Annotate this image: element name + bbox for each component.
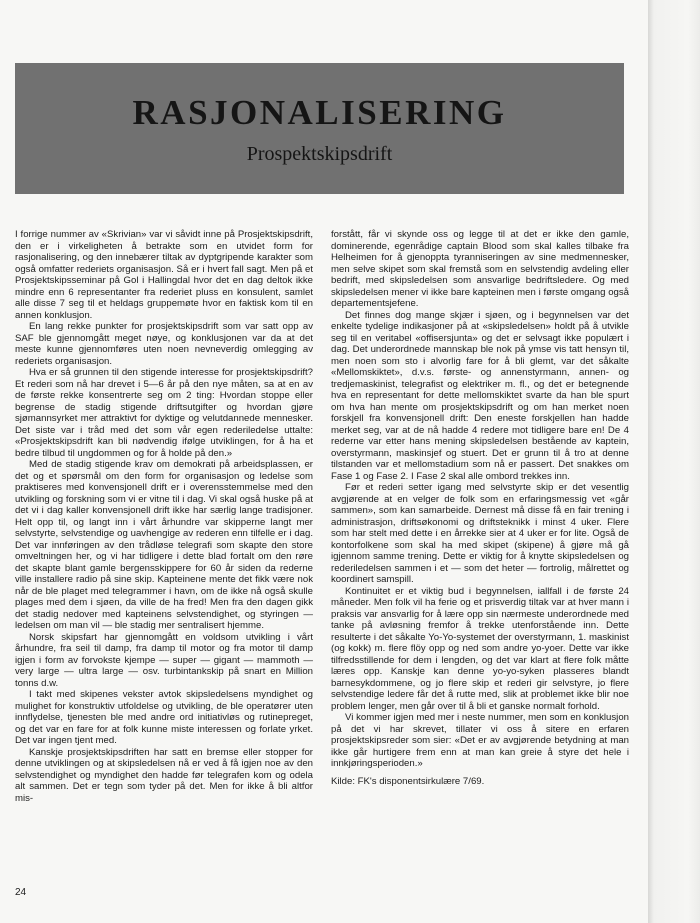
paragraph: Hva er så grunnen til den stigende interesse for prosjektskipsdrift? Et rederi som nå har drevet i 5—6 år på den nye måten, sa at en av de første rekke konsentrerte seg om 2 ting: Hvordan stoppe eller begrense de stadig stigende driftsutgifter og hvordan gjøre sjømannsyrket mer attraktivt for dyktige og velutdannede mennesker. Det siste var i tråd med det som vår egen rederiledelse uttalte: «Prosjektskipsdrift kan bli nødvendig ifølge utviklingen, for å ha et bedre tilbud til ungdommen og for å holde på den.» <box>15 367 313 459</box>
paragraph: Vi kommer igjen med mer i neste nummer, men som en konklusjon på det vi har skrevet, tillater vi oss å sitere en erfaren prosjektskipsreder som sier: «Det er av avgjørende betydning at man ikke går hurtigere frem enn at man kan greie å styre det hele i innkjøringsperioden.» <box>331 712 629 769</box>
paragraph: Kontinuitet er et viktig bud i begynnelsen, iallfall i de første 24 måneder. Men folk vil ha ferie og et prisverdig tiltak var at hver mann i praksis var ansvarlig for å lære opp sin nærmeste underordnede med tanke på avløsning fremfor å trekke utenforstående inn. Dette resulterte i det såkalte Yo-Yo-systemet der overstyrmann, 1. maskinist (og kokk) m. flere flöy opp og ned som andre yo-yoer. Dette var ikke tilfredsstillende for dem i lengden, og det var klart at flere folk måtte læres opp. Kanskje kan denne yo-yo-syken plasseres blandt barnesykdommene, og jo flere skip et rederi gir selvstyre, jo flere selvstendige ledere får det å rutte med, slik at problemet ikke blir noe problem lenger, men går over til å bli et ganske normalt forhold. <box>331 585 629 712</box>
paragraph: Kanskje prosjektskipsdriften har satt en bremse eller stopper for denne utviklingen og at skipsledelsen nå er ved å få igjen noe av den selvstendighet og myndighet den hadde før telegrafen kom og odela alt sammen. Det er tegn som tyder på det. Men for ikke å bli altfor mis- <box>15 746 313 804</box>
title-banner <box>15 63 624 194</box>
paragraph: Norsk skipsfart har gjennomgått en voldsom utvikling i vårt århundre, fra seil til damp, fra damp til motor og fra motor til damp igjen i form av forvokste kjempe — super — gigant — mammoth — very large — ultra large — osv. turbintankskip på snart en Million tonns d.w. <box>15 631 313 689</box>
paragraph: Med de stadig stigende krav om demokrati på arbeidsplassen, er det og et spørsmål om den form for organisasjon og ledelse som praktiseres med konvensjonell drift er i overensstemmelse med den utvikling og forskning som vi er vitne til i dag. Vi skal også huske på at det vi i dag kaller konvensjonell drift ikke har særlig lange tradisjoner. Helt opp til, og langt inn i vårt århundre var skipperne langt mer selvstyrte, selvstendige og uavhengige av rederen enn tilfelle er i dag. Det var innføringen av den trådløse telegrafi som skapte den store omveltningen her, og vi har tidligere i dette blad fortalt om den røre det skapte blant gamle bergensskippere for 60 år siden da rederne ville installere radio på sine skip. Kapteinene mente det fikk være nok når de ble plaget med telegrammer i havn, om de ikke nå også skulle plages med dem i sjøen, da ville de ha fred! Men fra den dagen gikk det stadig nedover med kapteinens selvstendighet, og styringen — ledelsen om man vil — ble stadig mer sentralisert hjemme. <box>15 459 313 631</box>
right-column <box>331 229 629 787</box>
paragraph: En lang rekke punkter for prosjektskipsdrift som var satt opp av SAF ble gjennomgått meget nøye, og konklusjonen var da at det meste kunne gjennomføres uten noen nevneverdig omlegging av rederiets organisasjon. <box>15 321 313 367</box>
source-citation: Kilde: FK's disponentsirkulære 7/69. <box>331 775 485 787</box>
paragraph: Før et rederi setter igang med selvstyrte skip er det vesentlig avgjørende at en velger de folk som en erfaringsmessig vet «går sammen», som kan samarbeide. Dernest må disse få en fair trening i administrasjon, driftsøkonomi og driftsteknikk i minst 4 uker. Flere som har stelt med dette i en årrekke sier at 4 uker er for lite. Også de kontorfolkene som skal ha med skipet (skipene) å gjøre må gå igjennom samme trening. Dette er viktig for å knytte skipsledelsen og rederiledelsen sammen i et — som det heter — fortrolig, målrettet og koordinert samspill. <box>331 482 629 585</box>
paragraph: I takt med skipenes vekster avtok skipsledelsens myndighet og mulighet for konstruktiv utfoldelse og utvikling, de ble operatører uten innflydelse, tjenesten ble med andre ord initiativløs og rutinepreget, og det var en fare for at folk kunne miste interessen og forlate yrket. Det var ingen tjent med. <box>15 689 313 746</box>
paragraph: Det finnes dog mange skjær i sjøen, og i begynnelsen var det enkelte tydelige indikasjoner på at «skipsledelsen» holdt på å utvikle seg til en veritabel «offisersjunta» og det er selvsagt ikke populært i dag. Det underordnede mannskap ble nok på ymse vis tatt hensyn til, men noen som sto i alvorlig fare for å bli glemt, var det såkalte «Mellomskiktet», d.v.s. første- og annenstyrmann, annen- og tredjemaskinist, telegrafist og elektriker m. fl., og det er betegnende hva en representant for dette mellomskiktet svarte da han ble spurt om hva han mente om prosjektskipsdrift og om han merket noen forskjell fra konvensjonell drift: Den eneste forskjellen han hadde merket seg, var at de nå hadde 4 redere mot tidligere bare en! De 4 rederne var etter hans mening skipsledelsen bestående av kaptein, overstyrmann, maskinsjef og stuert. Det er grunn til å tro at denne tilstanden var et mellomstadium som nå er passert. Det snakkes om Fase 1 og Fase 2. I Fase 2 skal alle ombord trekkes inn. <box>331 309 629 482</box>
page-number: 24 <box>15 887 27 898</box>
next-page-edge <box>648 0 700 923</box>
paragraph: I forrige nummer av «Skrivian» var vi såvidt inne på Prosjektskipsdrift, den er i virkeligheten å betrakte som en utvidet form for rasjonalisering, og den innebærer tiltak av dyptgripende karakter som også omfatter rederiets organisasjon. Så er i hvert fall sagt. Men på et Prosjektskipsseminar på Gol i Hallingdal hvor det en dag deltok ikke mindre enn 6 representanter fra rederiet pluss en konsulent, samlet alle disse 7 seg til et heldags gruppemøte hvor en faktisk kom til en annen konklusjon. <box>15 229 313 321</box>
left-column <box>15 229 313 804</box>
paragraph: forstått, får vi skynde oss og legge til at det er ikke den gamle, dominerende, egenrådige captain Blood som skal kalles tilbake fra Helheimen for å gjenoppta tyranniseringen av sine medmennesker, men selve skipet som skal fremstå som en selvstendig avdeling eller bedrift, med skipsledelsen som ansvarlige bedriftsledere. Og med skipsledelsen mener vi ikke bare kapteinen men i første omgang også departementsjefene. <box>331 229 629 309</box>
article-title: RASJONALISERING <box>132 93 507 132</box>
article-subtitle: Prospektskipsdrift <box>246 143 393 165</box>
